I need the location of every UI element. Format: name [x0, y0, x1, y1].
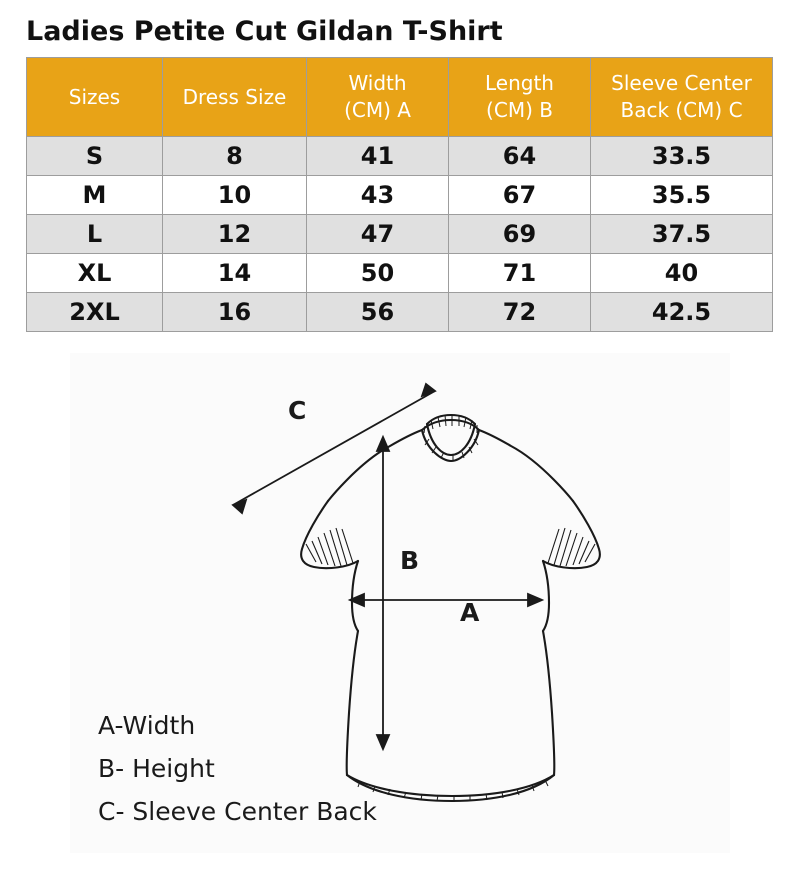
table-row — [27, 215, 773, 254]
cell-dress-size: 10 — [163, 176, 307, 215]
table-header-row — [27, 58, 773, 137]
cell-size: XL — [27, 254, 163, 293]
legend-item-sleeve-center-back: C- Sleeve Center Back — [98, 797, 377, 826]
cell-length: 69 — [449, 215, 591, 254]
column-header-sleeve-center-back — [591, 58, 773, 137]
column-header-length-line2: (CM) B — [486, 98, 553, 122]
column-header-width-line2: (CM) A — [344, 98, 411, 122]
cell-width: 47 — [307, 215, 449, 254]
cell-length: 71 — [449, 254, 591, 293]
cell-sleeve: 37.5 — [591, 215, 773, 254]
size-chart-container — [26, 57, 772, 332]
cell-sleeve: 35.5 — [591, 176, 773, 215]
column-header-sleeve-line1: Sleeve Center — [611, 71, 752, 95]
column-header-width — [307, 58, 449, 137]
size-chart-table — [26, 57, 773, 332]
left-sleeve-cuff-hatching — [306, 528, 353, 566]
measure-label-c: C — [288, 396, 307, 425]
diagram-legend — [98, 704, 377, 833]
cell-size: L — [27, 215, 163, 254]
table-header — [27, 58, 773, 137]
cell-length: 72 — [449, 293, 591, 332]
cell-length: 67 — [449, 176, 591, 215]
cell-dress-size: 8 — [163, 137, 307, 176]
cell-sleeve: 33.5 — [591, 137, 773, 176]
cell-width: 50 — [307, 254, 449, 293]
column-header-length — [449, 58, 591, 137]
measure-label-b: B — [400, 546, 420, 575]
column-header-dress-size-line1: Dress Size — [182, 84, 287, 109]
cell-width: 56 — [307, 293, 449, 332]
column-header-sleeve-line2: Back (CM) C — [620, 98, 743, 122]
hem-hatching — [358, 780, 548, 802]
page-title: Ladies Petite Cut Gildan T-Shirt — [26, 16, 503, 47]
measure-line-b — [377, 437, 389, 749]
table-row — [27, 137, 773, 176]
cell-dress-size: 16 — [163, 293, 307, 332]
table-body — [27, 137, 773, 332]
cell-dress-size: 14 — [163, 254, 307, 293]
legend-item-width: A-Width — [98, 711, 196, 740]
cell-size: 2XL — [27, 293, 163, 332]
cell-length: 64 — [449, 137, 591, 176]
right-sleeve-cuff-hatching — [548, 528, 595, 566]
column-header-length-line1: Length — [485, 71, 554, 95]
column-header-sizes — [27, 58, 163, 137]
column-header-dress-size — [163, 58, 307, 137]
table-row — [27, 254, 773, 293]
column-header-sizes-line1: Sizes — [68, 84, 121, 109]
cell-size: M — [27, 176, 163, 215]
cell-sleeve: 40 — [591, 254, 773, 293]
measure-label-a: A — [460, 598, 480, 627]
legend-item-height: B- Height — [98, 754, 215, 783]
measure-line-a — [350, 594, 542, 606]
column-header-width-line1: Width — [348, 71, 407, 95]
cell-dress-size: 12 — [163, 215, 307, 254]
cell-size: S — [27, 137, 163, 176]
cell-width: 41 — [307, 137, 449, 176]
table-row — [27, 293, 773, 332]
table-row — [27, 176, 773, 215]
cell-sleeve: 42.5 — [591, 293, 773, 332]
cell-width: 43 — [307, 176, 449, 215]
